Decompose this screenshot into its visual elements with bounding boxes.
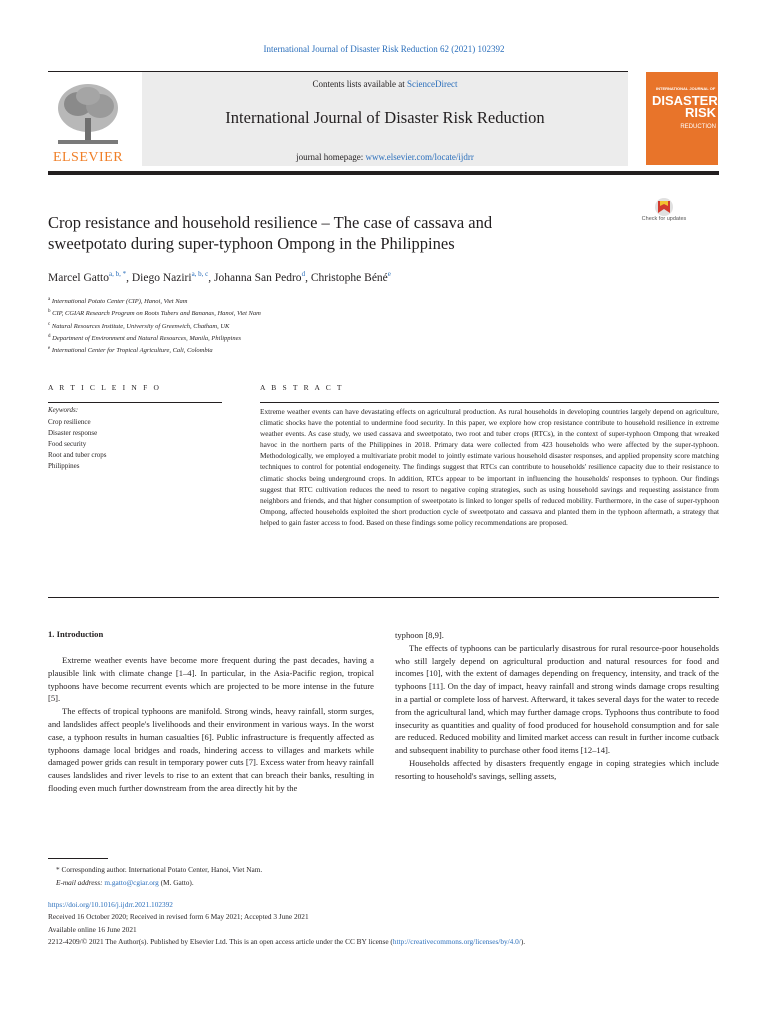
journal-citation-header[interactable]: International Journal of Disaster Risk Reduction 62 (2021) 102392: [263, 44, 505, 54]
affiliation-item: $^d$ Department of Environment and Natural Resources, Manila, Philippines: [48, 334, 242, 343]
article-title-line-1: Crop resistance and household resilience – The case of cassava and: [48, 213, 493, 232]
sciencedirect-link[interactable]: ScienceDirect: [407, 79, 458, 89]
license-link[interactable]: http://creativecommons.org/licenses/by/4.0/: [392, 936, 521, 946]
journal-homepage-link[interactable]: www.elsevier.com/locate/ijdrr: [365, 152, 474, 162]
author-name[interactable]: Diego Naziri: [131, 271, 192, 284]
journal-title: International Journal of Disaster Risk Reduction: [225, 108, 545, 127]
publication-info: [48, 899, 525, 948]
footnote-rule: [48, 858, 108, 859]
corresponding-note: * Corresponding author. International Potato Center, Hanoi, Viet Nam.: [56, 865, 263, 874]
journal-homepage: journal homepage: www.elsevier.com/locate/ijdrr: [296, 152, 474, 162]
keyword-item: Root and tuber crops: [48, 451, 107, 459]
article-title-line-2: sweetpotato during super-typhoon Ompong in the Philippines: [48, 234, 455, 253]
corresponding-author-footnote: [56, 864, 262, 889]
check-for-updates-icon[interactable]: [647, 197, 681, 229]
body-paragraph: Households affected by disasters frequently engage in coping strategies which include resorting to household's savings, selling assets,: [395, 757, 719, 781]
keyword-item: Food security: [48, 440, 87, 448]
keywords-label: Keywords:: [48, 406, 79, 414]
author-name[interactable]: Johanna San Pedro: [214, 271, 302, 284]
check-for-updates-label[interactable]: Check for updates: [641, 216, 687, 222]
introduction-heading: 1. Introduction: [48, 629, 104, 639]
affiliation-list: [48, 295, 261, 357]
body-paragraph: typhoon [8,9].: [395, 630, 444, 640]
keyword-item: Philippines: [48, 462, 80, 470]
doi-link[interactable]: https://doi.org/10.1016/j.ijdrr.2021.102392: [48, 900, 173, 909]
abstract-text: Extreme weather events can have devastating effects on agricultural production. As rural households in developing countries largely depend on agriculture, climatic shocks have the potential to undermine food security. In this paper, we explore how crop resistance contribute to household resilience in extreme weather events. As case study, we used cassava and sweetpotato, two root and tuber crops (RTCs), in the context of super-typhoon Ompong that wreaked havoc in the northern parts of the Philippines in 2018. Primary data were collected from 423 households who were affected by the super-typhoon. Methodologically, we employed a multivariate probit model to jointly estimate various household disaster responses, and applied propensity score matching techniques to control for potential endogeneity. The findings suggest that RTCs can contribute to households' resilience capacity due to their resistance to climatic shocks being underground crops. In addition, RTCs appear to be important in influencing the households' responses to typhoon. Our findings suggest that RTC cultivation reduces the need to resort to negative coping strategies, such as using household savings and requesting assistance from neighbors and friends, and that higher consumption of sweetpotato is linked to longer spells of reduced mobility. Furthermore, in the case of super-typhoon Ompong, affected households exploited the short production cycle of sweetpotato and cassava and planted them in the typhoon aftermath, a strategy that helped to gain faster access to food. Based on these findings some policy recommendations are proposed.: [260, 407, 719, 527]
header-bottom-rule: [48, 171, 719, 175]
keyword-list: [48, 417, 107, 472]
email-note: E-mail address: m.gatto@cgiar.org (M. Gatto).: [56, 877, 194, 887]
body-paragraph: The effects of typhoons can be particularly disastrous for rural resource-poor households who still largely depend on agricultural production and natural resources for food and incomes [10], with the extent of damages depending on frequency, intensity, and track of the typhoons [11]. On the day of impact, heavy rainfall and strong winds damage crops resulting in a partial or complete loss of harvest. Afterward, it takes several days for the water to recede from the agricultural land, which may further damage crops. Typhoons thus contribute to food insecurity as quantities and quality of food produced for household consumption and for sale are reduced. Reduced mobility and limited market access can result in further income cutback and subsequent inability to purchase other food items [12–14].: [395, 642, 719, 756]
author-email-link[interactable]: m.gatto@cgiar.org: [104, 877, 159, 887]
available-online: Available online 16 June 2021: [48, 924, 137, 934]
author-list: Marcel Gatto$^{a, b, *}$, Diego Naziri$^{a, b, c}$, Johanna San Pedro$^d$, Christophe Béné$^e$: [48, 270, 391, 284]
abstract-rule: [260, 402, 719, 403]
keyword-item: Disaster response: [48, 429, 98, 437]
cover-text-sub: REDUCTION: [680, 124, 716, 130]
cover-text-top: INTERNATIONAL JOURNAL OF: [656, 86, 716, 91]
author-affil-marks[interactable]: a, b, c: [191, 270, 209, 278]
affiliation-item: $^c$ Natural Resources Institute, University of Greenwich, Chatham, UK: [48, 321, 230, 330]
article-info-rule: [48, 402, 222, 403]
intro-left-column: [48, 654, 374, 795]
author-name[interactable]: Christophe Béné: [310, 271, 388, 284]
affiliation-item: $^b$ CIP, CGIAR Research Program on Roots Tubers and Bananas, Hanoi, Viet Nam: [48, 309, 261, 318]
elsevier-wordmark: ELSEVIER: [52, 150, 124, 165]
body-paragraph: The effects of tropical typhoons are manifold. Strong winds, heavy rainfall, storm surges, and landslides affect people's livelihoods and their environment in various ways. In the worst case, a typhoon results in human casualties [6]. Public infrastructure is frequently affected as typhoons damage local bridges and roads, hindering access to villages and markets while damaged power grids can result in temporary power cuts [7]. Excess water from heavy rainfall causes landslides and river levels to rise to an extent that can breach their banks, resulting in flooding even much further downstream from the area directly hit by the: [48, 706, 374, 793]
cover-text-main: DISASTER RISK: [652, 93, 718, 120]
received-dates: Received 16 October 2020; Received in revised form 6 May 2021; Accepted 3 June 2021: [48, 912, 309, 922]
author-name[interactable]: Marcel Gatto: [48, 271, 109, 284]
body-paragraph: Extreme weather events have become more frequent during the past decades, having a plausible link with climate change [1–4]. In particular, in the Asia-Pacific region, tropical typhoons have become recurrent events which are projected to be more intense in the future [5].: [48, 655, 374, 704]
author-affil-marks[interactable]: e: [387, 270, 391, 278]
keyword-item: Crop resilience: [48, 418, 91, 426]
article-info-heading: A R T I C L E I N F O: [48, 383, 162, 392]
author-affil-marks[interactable]: a, b, *: [109, 270, 127, 278]
affiliation-item: $^e$ International Center for Tropical Agriculture, Cali, Colombia: [48, 346, 213, 355]
license-statement: 2212-4209/© 2021 The Author(s). Published by Elsevier Ltd. This is an open access article under the CC BY license (http://creativecommons.org/licenses/by/4.0/).: [48, 936, 526, 946]
author-affil-marks[interactable]: d: [301, 270, 306, 278]
abstract-heading: A B S T R A C T: [260, 383, 344, 392]
article-title: [48, 212, 608, 254]
intro-right-column: [395, 629, 719, 783]
affiliation-item: $^a$ International Potato Center (CIP), Hanoi, Viet Nam: [48, 297, 188, 306]
abstract-bottom-rule: [48, 597, 719, 598]
contents-availability: Contents lists available at ScienceDirect: [312, 79, 458, 89]
